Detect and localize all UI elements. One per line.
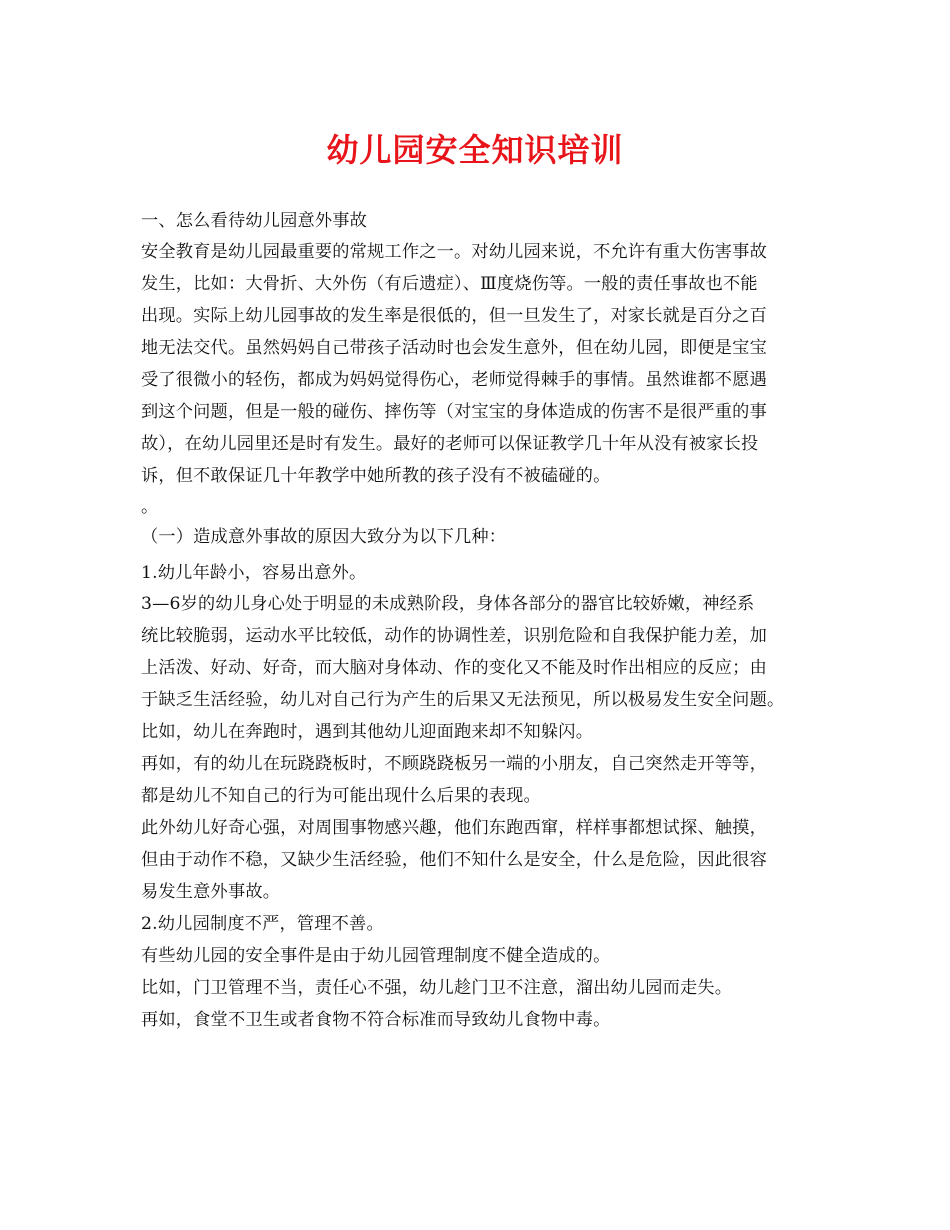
paragraph-line: 故），在幼儿园里还是时有发生。最好的老师可以保证教学几十年从没有被家长投: [141, 434, 759, 454]
paragraph-line: 易发生意外事故。: [141, 882, 281, 902]
paragraph-line: 比如，门卫管理不当，责任心不强，幼儿趁门卫不注意，溜出幼儿园而走失。: [141, 978, 733, 998]
paragraph-line: 地无法交代。虽然妈妈自己带孩子活动时也会发生意外，但在幼儿园，即便是宝宝: [141, 338, 767, 358]
paragraph-line: 比如，幼儿在奔跑时，遇到其他幼儿迎面跑来却不知躲闪。: [141, 722, 594, 742]
numbered-item: 2.幼儿园制度不严，管理不善。: [141, 914, 384, 934]
paragraph-line: 安全教育是幼儿园最重要的常规工作之一。对幼儿园来说，不允许有重大伤害事故: [141, 242, 767, 262]
numbered-item: 1.幼儿年龄小，容易出意外。: [141, 563, 367, 583]
document-title: 幼儿园安全知识培训: [326, 131, 624, 169]
section-heading: 一、怎么看待幼儿园意外事故: [141, 211, 368, 231]
paragraph-line: 诉，但不敢保证几十年教学中她所教的孩子没有不被磕碰的。: [141, 466, 611, 486]
paragraph-line: 再如，食堂不卫生或者食物不符合标准而导致幼儿食物中毒。: [141, 1010, 611, 1030]
document-body: [141, 206, 831, 1036]
paragraph-line: 都是幼儿不知自己的行为可能出现什么后果的表现。: [141, 786, 541, 806]
paragraph-line: 受了很微小的轻伤，都成为妈妈觉得伤心，老师觉得棘手的事情。虽然谁都不愿遇: [141, 370, 767, 390]
paragraph-line: 于缺乏生活经验，幼儿对自己行为产生的后果又无法预见，所以极易发生安全问题。: [141, 690, 785, 710]
paragraph-line: 但由于动作不稳，又缺少生活经验，他们不知什么是安全，什么是危险，因此很容: [141, 850, 767, 870]
paragraph-line: 到这个问题，但是一般的碰伤、摔伤等（对宝宝的身体造成的伤害不是很严重的事: [141, 402, 767, 422]
paragraph-line: 出现。实际上幼儿园事故的发生率是很低的，但一旦发生了，对家长就是百分之百: [141, 306, 767, 326]
paragraph-line: 上活泼、好动、好奇，而大脑对身体动、作的变化又不能及时作出相应的反应；由: [141, 658, 767, 678]
paragraph-line: 此外幼儿好奇心强，对周围事物感兴趣，他们东跑西窜，样样事都想试探、触摸，: [141, 818, 767, 838]
paragraph-line: 再如，有的幼儿在玩跷跷板时，不顾跷跷板另一端的小朋友，自己突然走开等等，: [141, 754, 767, 774]
paragraph-line: 3—6岁的幼儿身心处于明显的未成熟阶段，身体各部分的器官比较娇嫩，神经系: [141, 594, 755, 614]
paragraph-line: 有些幼儿园的安全事件是由于幼儿园管理制度不健全造成的。: [141, 946, 611, 966]
paragraph-line: 发生，比如：大骨折、大外伤（有后遗症）、Ⅲ度烧伤等。一般的责任事故也不能: [141, 274, 758, 294]
paragraph-line: 统比较脆弱，运动水平比较低，动作的协调性差，识别危险和自我保护能力差，加: [141, 626, 767, 646]
stray-mark: 。: [141, 497, 159, 517]
subsection-heading: （一）造成意外事故的原因大致分为以下几种：: [141, 527, 507, 547]
